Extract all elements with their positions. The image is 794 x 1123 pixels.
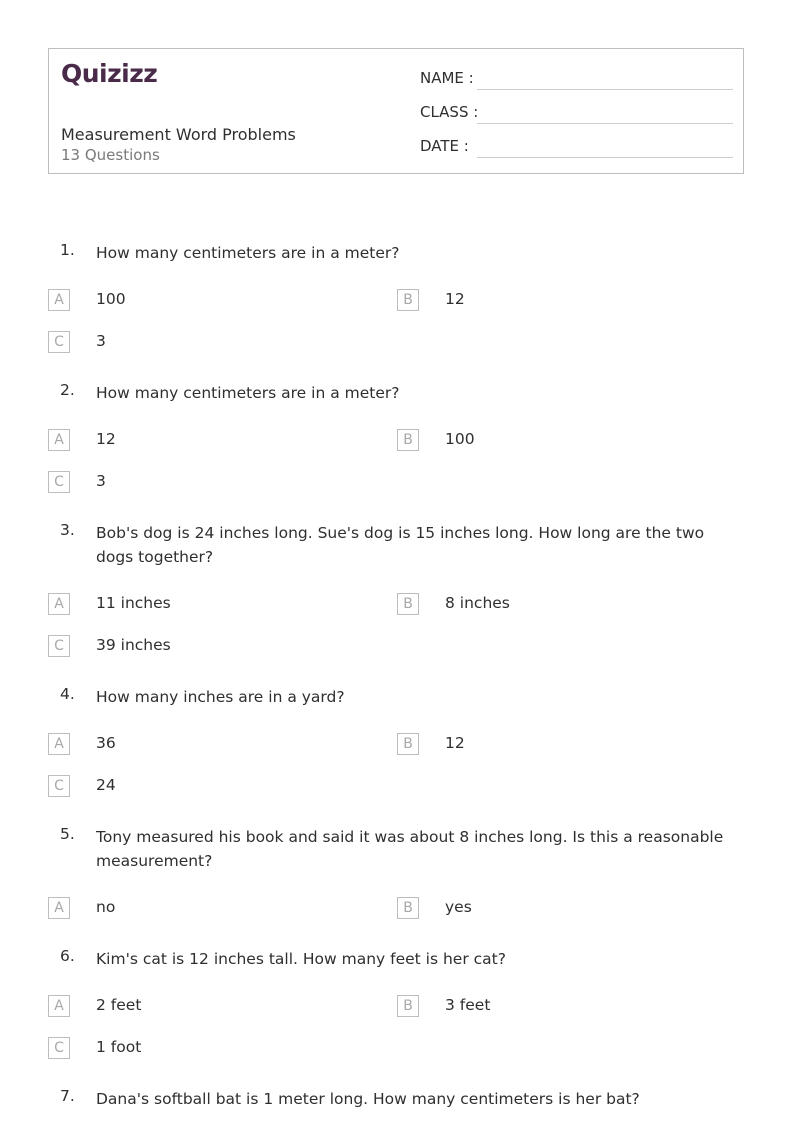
question-number: 1. xyxy=(60,241,75,259)
option-letter-box: B xyxy=(397,429,419,451)
option-letter-box: A xyxy=(48,733,70,755)
question-text: How many centimeters are in a meter? xyxy=(96,384,400,402)
option-value: yes xyxy=(445,898,472,916)
option-letter-box: C xyxy=(48,1037,70,1059)
option-value: 3 xyxy=(96,332,106,350)
class-label: CLASS : xyxy=(420,103,479,121)
option-letter-box: A xyxy=(48,897,70,919)
question-text: Tony measured his book and said it was about 8 inches long. Is this a reasonable measurement? xyxy=(96,828,724,870)
option-letter-box: C xyxy=(48,471,70,493)
option-value: 100 xyxy=(445,430,475,448)
question-number: 6. xyxy=(60,947,75,965)
question-number: 3. xyxy=(60,521,75,539)
question-text: How many centimeters are in a meter? xyxy=(96,244,400,262)
option-letter-box: C xyxy=(48,331,70,353)
option-letter-box: B xyxy=(397,289,419,311)
question-number: 5. xyxy=(60,825,75,843)
option-letter-box: B xyxy=(397,995,419,1017)
option-letter-box: C xyxy=(48,775,70,797)
question-number: 7. xyxy=(60,1087,75,1105)
question-text: Kim's cat is 12 inches tall. How many feet is her cat? xyxy=(96,950,506,968)
question-number: 2. xyxy=(60,381,75,399)
name-label: NAME : xyxy=(420,69,474,87)
question-count: 13 Questions xyxy=(61,146,160,164)
option-value: 12 xyxy=(96,430,116,448)
option-value: 8 inches xyxy=(445,594,510,612)
option-value: 1 foot xyxy=(96,1038,142,1056)
option-value: 3 xyxy=(96,472,106,490)
worksheet-header xyxy=(48,48,744,174)
question-text: How many inches are in a yard? xyxy=(96,688,345,706)
name-line xyxy=(477,89,733,90)
question-text: Bob's dog is 24 inches long. Sue's dog is 15 inches long. How long are the two dogs together? xyxy=(96,524,705,566)
option-letter-box: A xyxy=(48,593,70,615)
option-letter-box: B xyxy=(397,897,419,919)
option-letter-box: A xyxy=(48,289,70,311)
option-value: 12 xyxy=(445,290,465,308)
option-value: 39 inches xyxy=(96,636,171,654)
question-number: 4. xyxy=(60,685,75,703)
option-letter-box: A xyxy=(48,429,70,451)
option-value: 11 inches xyxy=(96,594,171,612)
option-letter-box: A xyxy=(48,995,70,1017)
option-letter-box: C xyxy=(48,635,70,657)
worksheet-title: Measurement Word Problems xyxy=(61,125,296,144)
option-letter-box: B xyxy=(397,733,419,755)
question-text: Dana's softball bat is 1 meter long. How many centimeters is her bat? xyxy=(96,1090,640,1108)
option-value: 12 xyxy=(445,734,465,752)
quizizz-logo: Quizizz xyxy=(61,59,158,88)
option-value: 36 xyxy=(96,734,116,752)
date-label: DATE : xyxy=(420,137,469,155)
option-letter-box: B xyxy=(397,593,419,615)
option-value: no xyxy=(96,898,116,916)
class-line xyxy=(477,123,733,124)
option-value: 24 xyxy=(96,776,116,794)
option-value: 100 xyxy=(96,290,126,308)
option-value: 3 feet xyxy=(445,996,491,1014)
date-line xyxy=(477,157,733,158)
option-value: 2 feet xyxy=(96,996,142,1014)
